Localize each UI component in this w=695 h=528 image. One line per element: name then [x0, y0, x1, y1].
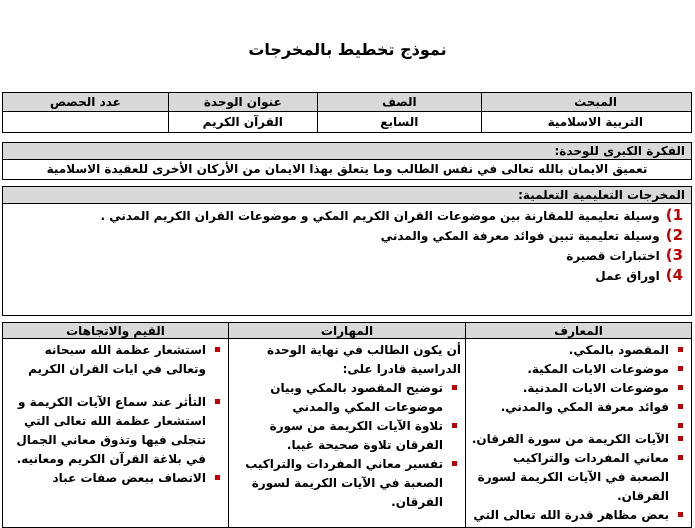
skill-item: توضيح المقصود بالمكي وبيان موضوعات المكي والمدني: [233, 379, 461, 417]
outcome-text: اختبارات قصيرة: [566, 249, 660, 263]
outcome-item: [3, 246, 683, 266]
knowledge-item: موضوعات الايات المدنية.: [470, 379, 687, 398]
info-values-row: [3, 112, 692, 133]
knowledge-list: [470, 341, 687, 525]
info-table: [2, 92, 692, 133]
outcomes-label: المخرجات التعليمية التعلمية:: [3, 187, 691, 204]
kss-header-row: [3, 323, 692, 339]
knowledge-cell: [466, 339, 692, 528]
outcome-number: 3): [665, 246, 683, 264]
kss-body-row: [3, 339, 692, 528]
periods-value: [3, 112, 169, 133]
knowledge-item: [470, 417, 687, 430]
values-cell: [3, 339, 229, 528]
outcomes-list: [3, 204, 691, 286]
outcome-text: اوراق عمل: [595, 269, 660, 283]
outcome-text: وسيلة تعليمية للمقارنة بين موضوعات القران الكريم المكي و موضوعات القران الكريم المدني .: [100, 209, 660, 223]
knowledge-item: المقصود بالمكي.: [470, 341, 687, 360]
outcome-item: [3, 266, 683, 286]
values-header: القيم والاتجاهات: [3, 323, 229, 339]
outcome-number: 2): [665, 226, 683, 244]
outcomes-section: [2, 186, 692, 316]
outcome-text: وسيلة تعليمية تبين فوائد معرفة المكي والمدني: [380, 229, 660, 243]
knowledge-item: معاني المفردات والتراكيب الصعبة في الآيات الكريمة لسورة الفرقان.: [470, 449, 687, 506]
value-item: استشعار عظمة الله سبحانه وتعالى في ايات القران الكريم: [7, 341, 224, 379]
skills-cell: [228, 339, 465, 528]
skills-header: المهارات: [228, 323, 465, 339]
knowledge-item: فوائد معرفة المكي والمدني.: [470, 398, 687, 417]
big-idea-text: تعميق الايمان بالله تعالى في نفس الطالب وما يتعلق بهذا الايمان من الأركان الأخرى للعقيدة الاسلامية: [46, 162, 648, 176]
grade-value: السابع: [317, 112, 481, 133]
knowledge-item: بعض مظاهر قدرة الله تعالى التي: [470, 506, 687, 525]
info-header-row: [3, 93, 692, 112]
values-list: [7, 341, 224, 488]
outcome-number: 1): [665, 206, 683, 224]
kss-table: [2, 322, 692, 528]
skill-item: تفسير معاني المفردات والتراكيب الصعبة في الآيات الكريمة لسورة الفرقان.: [233, 455, 461, 512]
subject-value: التربية الاسلامية: [481, 112, 691, 133]
value-item: الاتصاف ببعض صفات عباد: [7, 469, 224, 488]
knowledge-item: موضوعات الايات المكية.: [470, 360, 687, 379]
skills-list: [233, 379, 461, 512]
grade-header: الصف: [317, 93, 481, 112]
value-item: التأثر عند سماع الآيات الكريمة و استشعار عظمة الله تعالى التي تتجلى فيها وتذوق معاني الجمال في بلاغة القرآن الكريم ومعانيه.: [7, 393, 224, 469]
knowledge-header: المعارف: [466, 323, 692, 339]
periods-header: عدد الحصص: [3, 93, 169, 112]
big-idea-label: الفكرة الكبرى للوحدة:: [3, 143, 691, 160]
big-idea-section: [2, 142, 692, 180]
unit-header: عنوان الوحدة: [168, 93, 317, 112]
subject-header: المبحث: [481, 93, 691, 112]
outcome-number: 4): [665, 266, 683, 284]
outcome-item: [3, 226, 683, 246]
page-title: نموذج تخطيط بالمخرجات: [248, 40, 447, 59]
knowledge-item: الآيات الكريمة من سورة الفرقان.: [470, 430, 687, 449]
outcome-item: [3, 206, 683, 226]
unit-value: القرآن الكريم: [168, 112, 317, 133]
skills-intro: أن يكون الطالب في نهاية الوحدة الدراسية قادرا على:: [267, 343, 462, 376]
skill-item: تلاوة الآيات الكريمة من سورة الفرقان تلاوة صحيحة غيبا.: [233, 417, 461, 455]
